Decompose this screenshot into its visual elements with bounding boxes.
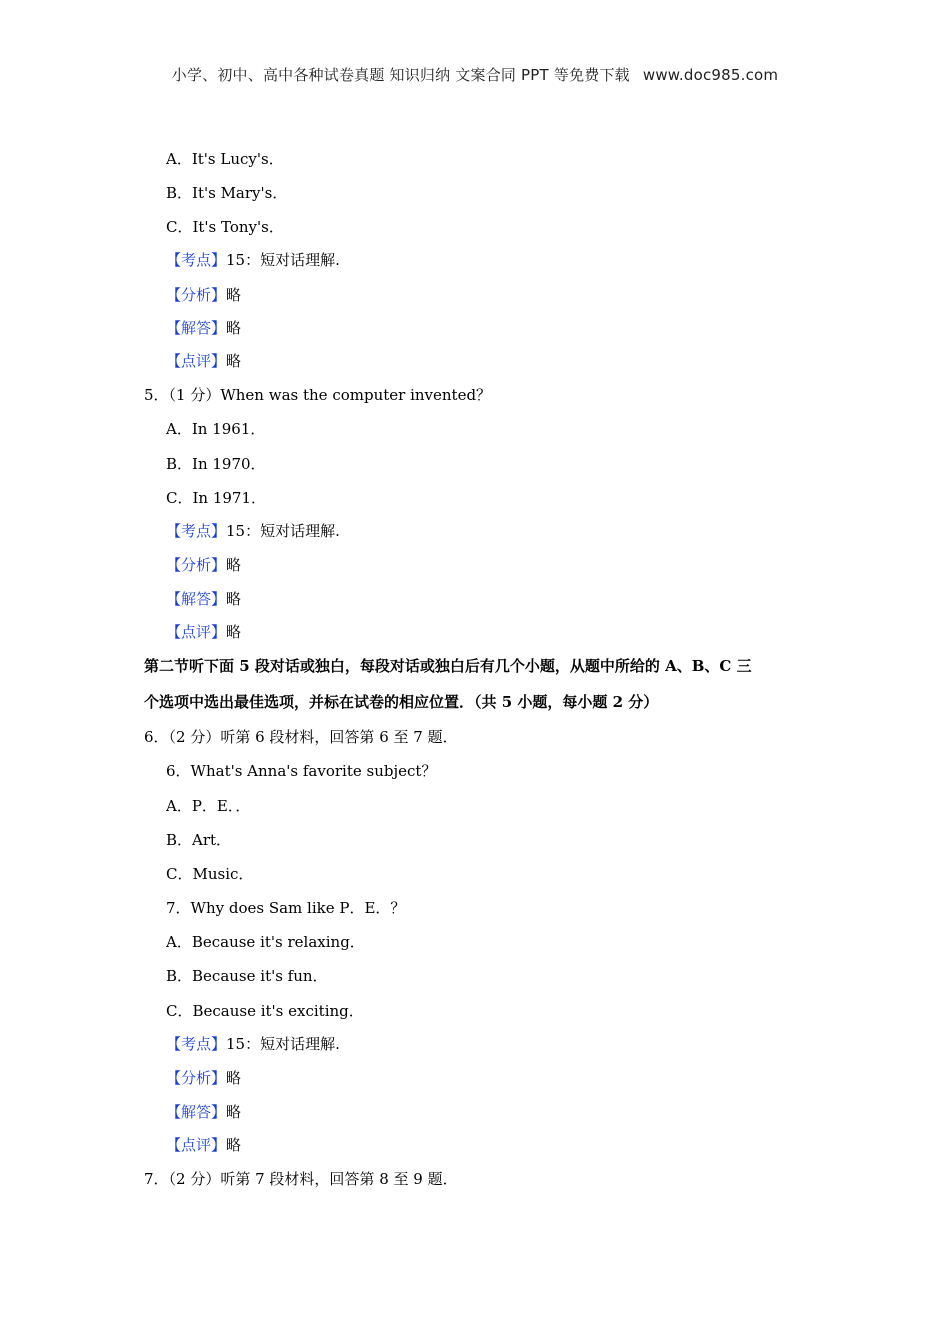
q6-kaodian (166, 1034, 340, 1054)
q5-option-a: A．In 1961． (166, 420, 266, 438)
dianping-tag: 【点评】 (166, 623, 227, 641)
dianping-tag: 【点评】 (166, 352, 227, 370)
q5-kaodian (166, 521, 340, 541)
q6-fenxi (166, 1068, 241, 1088)
header-text: 小学、初中、高中各种试卷真题 知识归纳 文案合同 PPT 等免费下载 (171, 66, 630, 84)
dianping-value: 略 (226, 623, 242, 641)
q6-sub1-option-c: C．Music． (166, 865, 254, 883)
q5-jieda (166, 589, 241, 609)
fenxi-value: 略 (226, 556, 242, 574)
q4-option-b: B．It's Mary's． (166, 184, 288, 202)
q6-stem: 6．（2 分）听第 6 段材料，回答第 6 至 7 题． (144, 728, 458, 746)
q4-fenxi (166, 285, 241, 305)
q6-sub1-option-b: B．Art． (166, 831, 232, 849)
q6-sub1-option-a: A．P．E．． (166, 797, 251, 815)
kaodian-value: 15：短对话理解. (226, 251, 340, 269)
q4-dianping (166, 351, 241, 371)
dianping-tag: 【点评】 (166, 1136, 227, 1154)
q6-sub2-option-c: C．Because it's exciting． (166, 1002, 364, 1020)
q5-dianping (166, 622, 241, 642)
fenxi-value: 略 (226, 286, 242, 304)
dianping-value: 略 (226, 352, 242, 370)
jieda-tag: 【解答】 (166, 590, 227, 608)
jieda-tag: 【解答】 (166, 319, 227, 337)
q6-sub2-stem: 7．Why does Sam like P．E．？ (166, 899, 406, 917)
q5-fenxi (166, 555, 241, 575)
fenxi-value: 略 (226, 1069, 242, 1087)
fenxi-tag: 【分析】 (166, 556, 227, 574)
q7-stem: 7．（2 分）听第 7 段材料，回答第 8 至 9 题． (144, 1170, 458, 1188)
jieda-value: 略 (226, 319, 242, 337)
jieda-tag: 【解答】 (166, 1103, 227, 1121)
q6-dianping (166, 1135, 241, 1155)
section2-instruction-line1: 第二节听下面 5 段对话或独白，每段对话或独白后有几个小题，从题中所给的 A、B、C 三 (144, 657, 752, 675)
page-header (0, 64, 950, 85)
dianping-value: 略 (226, 1136, 242, 1154)
section2-instruction-line2: 个选项中选出最佳选项，并标在试卷的相应位置．（共 5 小题，每小题 2 分） (144, 693, 659, 711)
q5-option-c: C．In 1971． (166, 489, 267, 507)
jieda-value: 略 (226, 590, 242, 608)
jieda-value: 略 (226, 1103, 242, 1121)
q5-option-b: B．In 1970． (166, 455, 266, 473)
q4-jieda (166, 318, 241, 338)
kaodian-value: 15：短对话理解. (226, 1035, 340, 1053)
kaodian-tag: 【考点】 (166, 251, 227, 269)
q6-jieda (166, 1102, 241, 1122)
q6-sub2-option-a: A．Because it's relaxing． (166, 933, 365, 951)
fenxi-tag: 【分析】 (166, 286, 227, 304)
q4-option-c: C．It's Tony's． (166, 218, 284, 236)
q5-stem: 5．（1 分）When was the computer invented？ (144, 386, 492, 404)
fenxi-tag: 【分析】 (166, 1069, 227, 1087)
q4-kaodian (166, 250, 340, 270)
q6-sub1-stem: 6．What's Anna's favorite subject？ (166, 762, 437, 780)
q4-option-a: A．It's Lucy's． (166, 150, 284, 168)
kaodian-tag: 【考点】 (166, 1035, 227, 1053)
header-url[interactable]: www.doc985.com (642, 66, 779, 84)
q6-sub2-option-b: B．Because it's fun． (166, 967, 328, 985)
kaodian-tag: 【考点】 (166, 522, 227, 540)
kaodian-value: 15：短对话理解. (226, 522, 340, 540)
